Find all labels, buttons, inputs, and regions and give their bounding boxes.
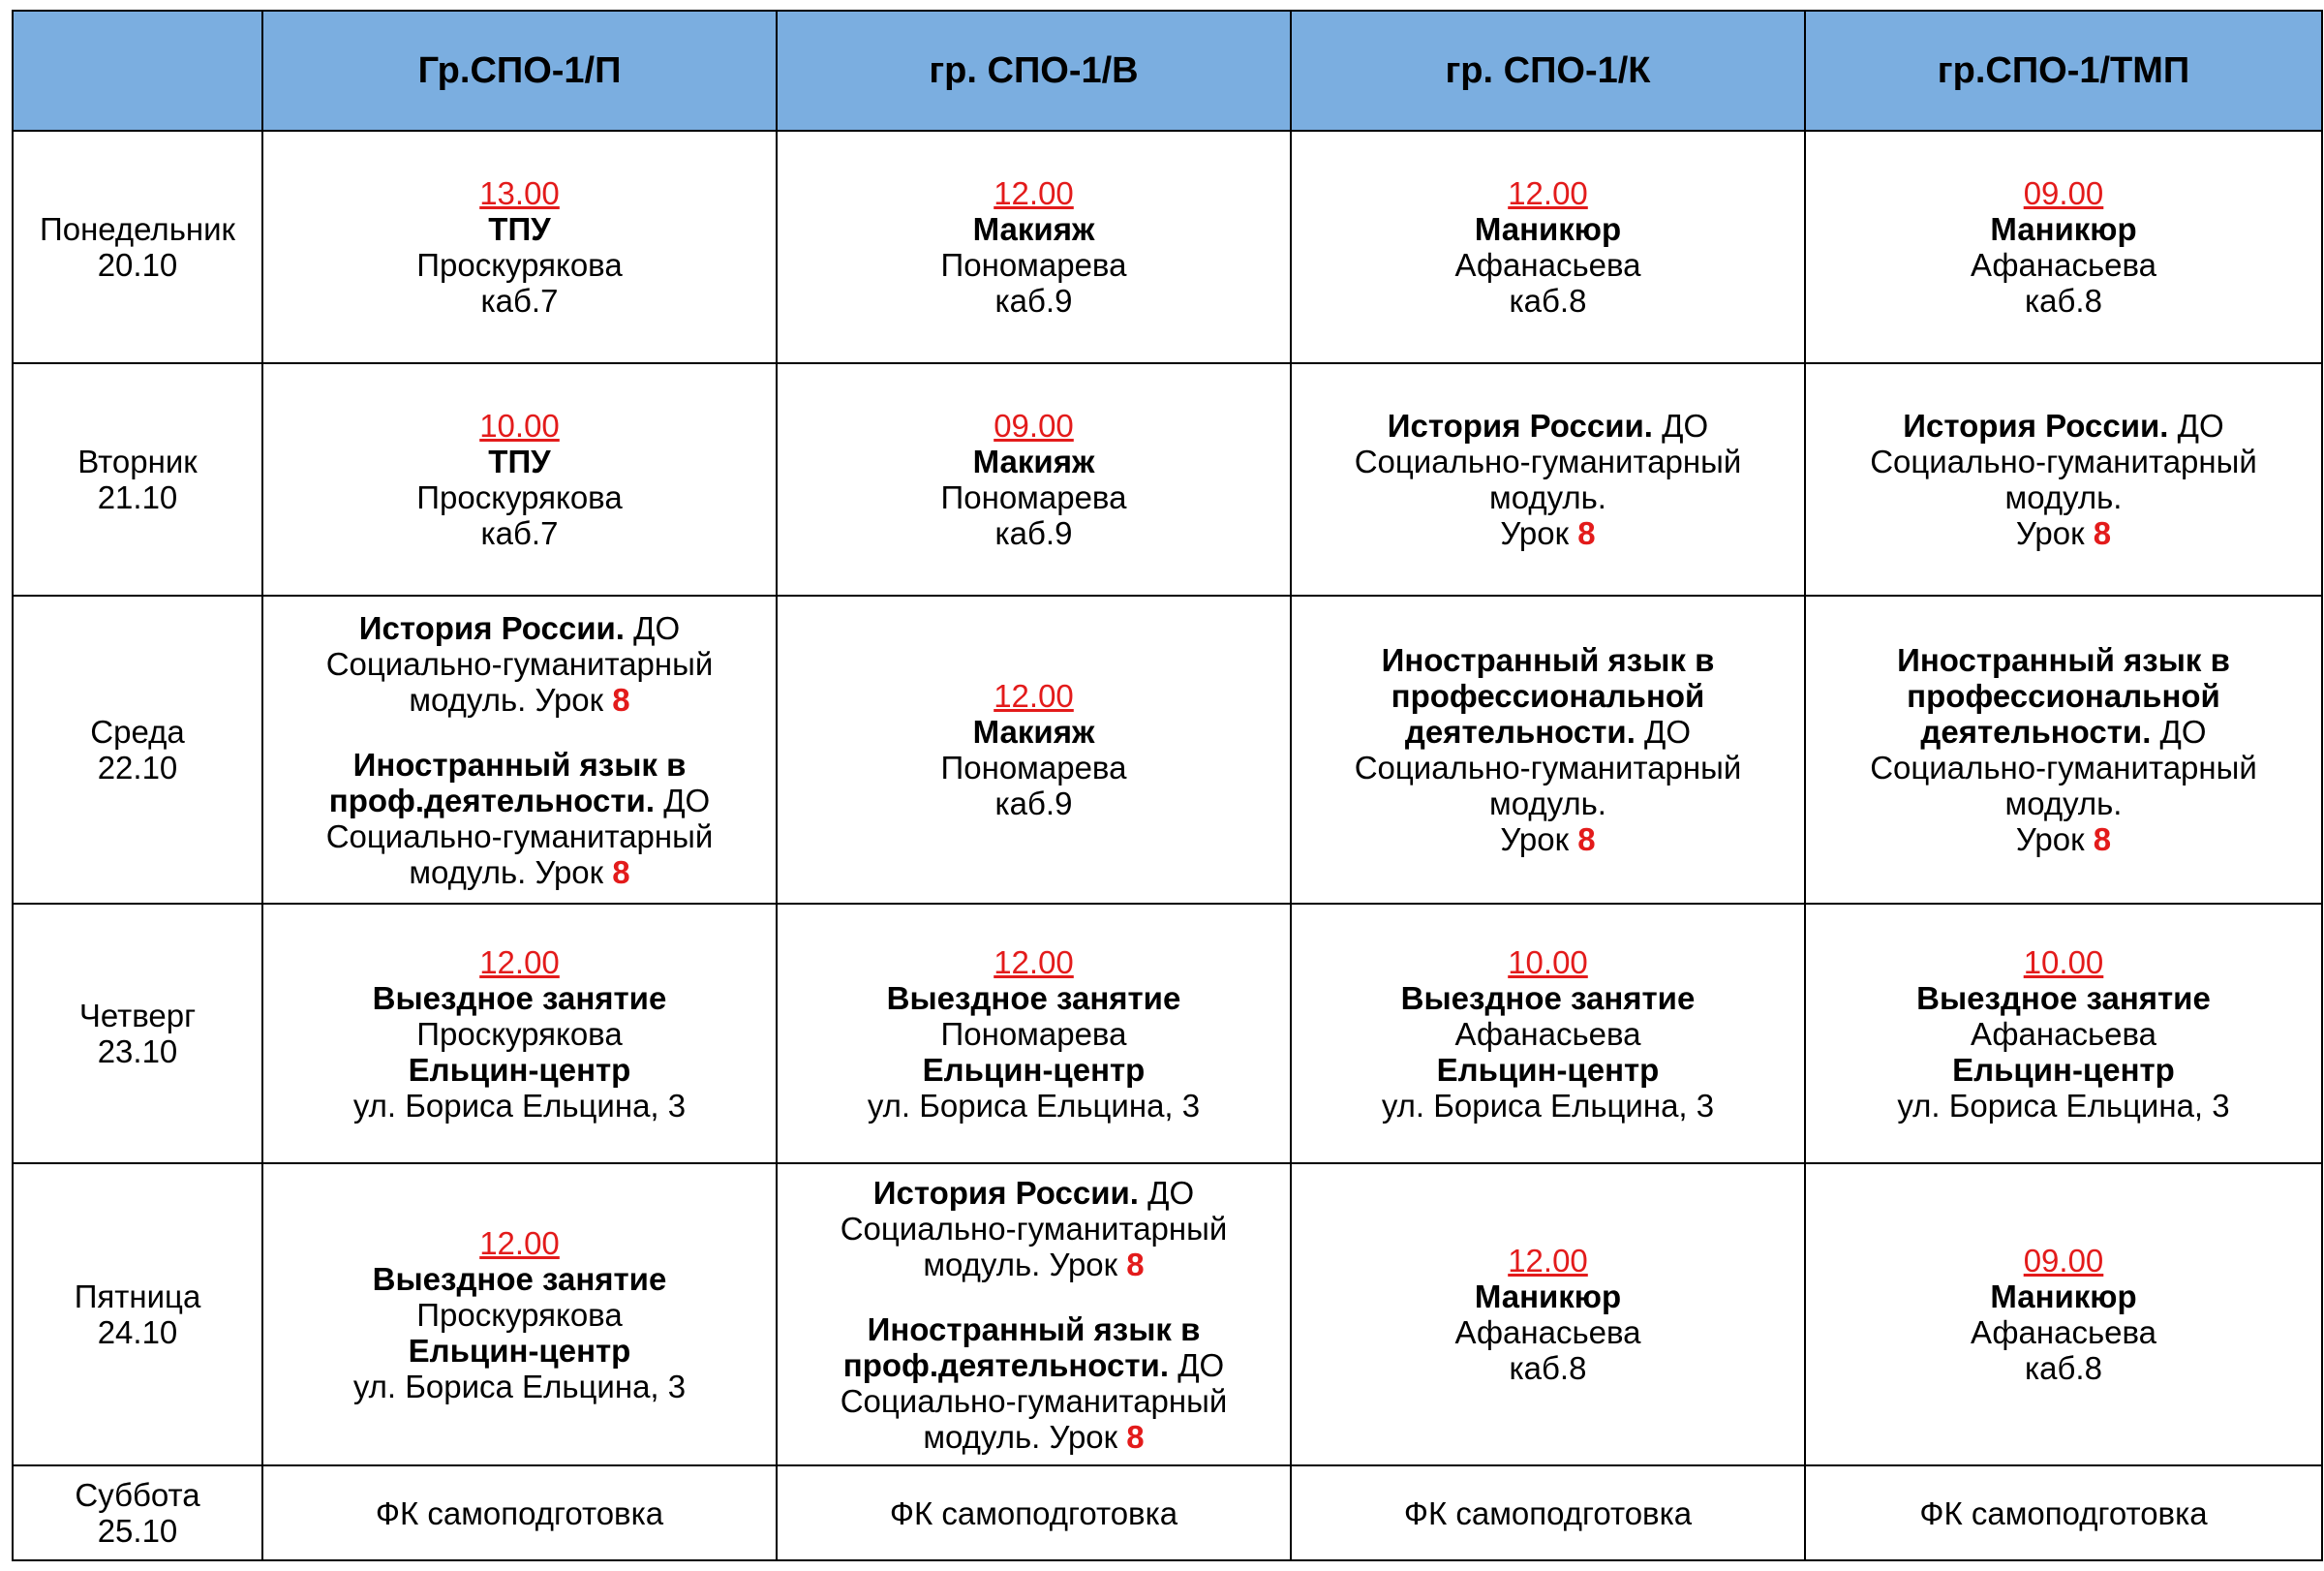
lesson-room: каб.9 (994, 283, 1073, 319)
lesson-time: 10.00 (2023, 943, 2104, 980)
lesson-cell-thu-v (777, 904, 1291, 1163)
lesson-cell-tue-v (777, 363, 1291, 596)
lesson-cell-fri-v (777, 1163, 1291, 1465)
lesson-place: Ельцин-центр (408, 1332, 631, 1369)
lesson-room: каб.8 (2025, 283, 2102, 319)
lesson-time: 09.00 (2023, 175, 2104, 211)
day-cell-wednesday (13, 596, 262, 904)
lesson-number: 8 (1577, 821, 1596, 857)
header-group-k: гр. СПО-1/К (1291, 11, 1805, 131)
lesson-subject: История России. (1903, 408, 2169, 444)
lesson-subject: Выездное занятие (372, 1260, 667, 1297)
lesson-teacher: Пономарева (940, 1015, 1127, 1052)
lesson-mode: ДО (2177, 408, 2224, 444)
lesson-cell-mon-k (1291, 131, 1805, 363)
lesson-subject: Маникюр (1990, 211, 2137, 247)
lesson-subject-line2: проф.деятельности. (842, 1346, 1170, 1383)
lesson-address: ул. Бориса Ельцина, 3 (352, 1087, 687, 1124)
lesson-label: Урок (2015, 515, 2085, 551)
day-date: 23.10 (97, 1033, 178, 1069)
lesson-time: 12.00 (994, 943, 1074, 980)
lesson-subject: Макияж (972, 211, 1095, 247)
lesson-cell-wed-v (777, 596, 1291, 904)
lesson-teacher: Проскурякова (416, 1015, 623, 1052)
lesson-address: ул. Бориса Ельцина, 3 (352, 1368, 687, 1404)
lesson-time: 13.00 (479, 175, 560, 211)
day-name: Понедельник (40, 211, 235, 247)
lesson-subject: Выездное занятие (372, 979, 667, 1016)
lesson-room: каб.8 (2025, 1350, 2102, 1386)
day-name: Четверг (78, 998, 197, 1033)
lesson-cell-fri-k (1291, 1163, 1805, 1465)
lesson-cell-mon-v (777, 131, 1291, 363)
lesson-time: 09.00 (994, 408, 1074, 444)
day-name: Пятница (74, 1278, 201, 1314)
lesson-room: каб.7 (480, 283, 559, 319)
lesson-address: ул. Бориса Ельцина, 3 (867, 1087, 1201, 1124)
lesson-label: Урок (1500, 821, 1570, 857)
lesson-cell-sat-v: ФК самоподготовка (777, 1465, 1291, 1560)
lesson-label: Урок (1500, 515, 1570, 551)
lesson-room: каб.7 (480, 515, 559, 551)
lesson-teacher: Проскурякова (416, 247, 623, 283)
lesson-cell-tue-k (1291, 363, 1805, 596)
lesson-module-suffix: модуль. Урок (923, 1418, 1118, 1455)
row-saturday (13, 1465, 2322, 1560)
lesson-module-suffix: модуль. (1489, 786, 1606, 821)
lesson-module: Социально-гуманитарный (1354, 444, 1742, 479)
lesson-module: Социально-гуманитарный (325, 645, 714, 682)
lesson-cell-sat-k: ФК самоподготовка (1291, 1465, 1805, 1560)
lesson-room: каб.8 (1509, 283, 1587, 319)
lesson-teacher: Афанасьева (1970, 247, 2157, 283)
lesson-subject: ТПУ (488, 211, 551, 247)
lesson-teacher: Пономарева (940, 479, 1127, 515)
lesson-place: Ельцин-центр (1952, 1051, 2175, 1088)
lesson-teacher: Афанасьева (1454, 247, 1641, 283)
lesson-subject: Макияж (972, 714, 1095, 750)
day-cell-thursday (13, 904, 262, 1163)
lesson-subject-line3: деятельности. (1404, 714, 1636, 750)
lesson-module: Социально-гуманитарный (1354, 750, 1742, 786)
day-date: 20.10 (97, 247, 178, 283)
lesson-subject-line2: профессиональной (1391, 678, 1705, 714)
lesson-time: 12.00 (479, 1224, 560, 1261)
header-group-tmp: гр.СПО-1/ТМП (1805, 11, 2322, 131)
lesson-teacher: Проскурякова (416, 479, 623, 515)
lesson-subject: Макияж (972, 444, 1095, 479)
lesson-room: каб.9 (994, 515, 1073, 551)
lesson-subject-line1: Иностранный язык в (867, 1310, 1201, 1347)
lesson-module: Социально-гуманитарный (840, 1382, 1228, 1419)
lesson-cell-mon-p (262, 131, 777, 363)
lesson-teacher: Афанасьева (1970, 1015, 2157, 1052)
day-date: 24.10 (97, 1314, 178, 1350)
lesson-number: 8 (1126, 1246, 1145, 1282)
day-cell-tuesday (13, 363, 262, 596)
row-monday (13, 131, 2322, 363)
lesson-cell-mon-tmp (1805, 131, 2322, 363)
lesson-mode: ДО (1177, 1346, 1225, 1383)
day-name: Суббота (75, 1477, 200, 1513)
row-wednesday (13, 596, 2322, 904)
day-cell-monday (13, 131, 262, 363)
lesson-room: каб.8 (1509, 1350, 1587, 1386)
lesson-room: каб.9 (994, 786, 1073, 821)
lesson-mode: ДО (1147, 1174, 1195, 1211)
header-group-p: Гр.СПО-1/П (262, 11, 777, 131)
lesson-teacher: Пономарева (940, 750, 1127, 786)
lesson-number: 8 (1577, 515, 1596, 551)
lesson-module: Социально-гуманитарный (1870, 444, 2257, 479)
lesson-cell-wed-p (262, 596, 777, 904)
day-name: Вторник (77, 444, 198, 479)
lesson-subject: ТПУ (488, 444, 551, 479)
lesson-teacher: Афанасьева (1454, 1314, 1641, 1350)
lesson-teacher: Проскурякова (416, 1296, 623, 1333)
row-thursday (13, 904, 2322, 1163)
lesson-number: 8 (1126, 1418, 1145, 1455)
lesson-cell-fri-p (262, 1163, 777, 1465)
lesson-cell-fri-tmp (1805, 1163, 2322, 1465)
lesson-subject: История России. (358, 609, 625, 646)
lesson-subject-line1: Иностранный язык в (1381, 642, 1715, 678)
lesson-subject: Выездное занятие (1400, 979, 1696, 1016)
lesson-subject-line1: Иностранный язык в (1897, 642, 2230, 678)
lesson-subject-line1: Иностранный язык в (352, 746, 687, 783)
lesson-cell-tue-tmp (1805, 363, 2322, 596)
lesson-mode: ДО (1662, 408, 1709, 444)
lesson-subject-line3: деятельности. (1920, 714, 2152, 750)
lesson-time: 10.00 (1508, 943, 1588, 980)
lesson-cell-wed-k (1291, 596, 1805, 904)
lesson-module: Социально-гуманитарный (325, 817, 714, 854)
lesson-number: 8 (2093, 515, 2112, 551)
spacer (273, 718, 766, 747)
lesson-module: Социально-гуманитарный (1870, 750, 2257, 786)
lesson-cell-thu-p (262, 904, 777, 1163)
lesson-mode: ДО (633, 609, 681, 646)
lesson-place: Ельцин-центр (408, 1051, 631, 1088)
lesson-address: ул. Бориса Ельцина, 3 (1381, 1087, 1715, 1124)
lesson-subject: История России. (1387, 408, 1653, 444)
lesson-module-suffix: модуль. (1489, 479, 1606, 515)
lesson-cell-sat-tmp: ФК самоподготовка (1805, 1465, 2322, 1560)
lesson-number: 8 (2093, 821, 2112, 857)
lesson-module-suffix: модуль. Урок (409, 853, 604, 890)
day-name: Среда (90, 714, 185, 750)
lesson-teacher: Афанасьева (1454, 1015, 1641, 1052)
lesson-place: Ельцин-центр (1436, 1051, 1660, 1088)
lesson-cell-tue-p (262, 363, 777, 596)
lesson-mode: ДО (663, 782, 711, 818)
lesson-subject-line2: проф.деятельности. (328, 782, 656, 818)
lesson-subject: Выездное занятие (1916, 979, 2211, 1016)
lesson-cell-thu-k (1291, 904, 1805, 1163)
row-tuesday (13, 363, 2322, 596)
lesson-number: 8 (612, 681, 630, 718)
day-date: 22.10 (97, 750, 178, 786)
lesson-label: Урок (2015, 821, 2085, 857)
lesson-time: 09.00 (2023, 1243, 2104, 1278)
lesson-time: 12.00 (1508, 175, 1588, 211)
lesson-subject: Маникюр (1474, 1278, 1622, 1314)
lesson-time: 12.00 (1508, 1243, 1588, 1278)
lesson-time: 12.00 (479, 943, 560, 980)
lesson-place: Ельцин-центр (922, 1051, 1146, 1088)
lesson-subject: История России. (872, 1174, 1139, 1211)
row-friday (13, 1163, 2322, 1465)
lesson-number: 8 (612, 853, 630, 890)
lesson-cell-sat-p: ФК самоподготовка (262, 1465, 777, 1560)
lesson-module-suffix: модуль. Урок (923, 1246, 1118, 1282)
lesson-module-suffix: модуль. (2004, 786, 2123, 821)
lesson-teacher: Пономарева (940, 247, 1127, 283)
lesson-subject: Маникюр (1474, 211, 1622, 247)
lesson-mode: ДО (1644, 714, 1692, 750)
lesson-subject: Выездное занятие (886, 979, 1181, 1016)
day-date: 25.10 (97, 1513, 178, 1549)
day-cell-friday (13, 1163, 262, 1465)
lesson-time: 12.00 (994, 678, 1074, 714)
lesson-module: Социально-гуманитарный (840, 1210, 1228, 1247)
header-group-v: гр. СПО-1/В (777, 11, 1291, 131)
lesson-module-suffix: модуль. (2004, 479, 2123, 515)
schedule-table (12, 10, 2323, 1561)
lesson-subject: Маникюр (1990, 1278, 2137, 1314)
lesson-subject-line2: профессиональной (1907, 678, 2220, 714)
header-row (13, 11, 2322, 131)
spacer (787, 1282, 1280, 1311)
lesson-address: ул. Бориса Ельцина, 3 (1897, 1087, 2230, 1124)
lesson-cell-wed-tmp (1805, 596, 2322, 904)
lesson-module-suffix: модуль. Урок (409, 681, 604, 718)
lesson-time: 10.00 (479, 408, 560, 444)
day-cell-saturday (13, 1465, 262, 1560)
lesson-mode: ДО (2159, 714, 2207, 750)
day-date: 21.10 (97, 479, 178, 515)
header-corner (13, 11, 262, 131)
lesson-teacher: Афанасьева (1970, 1314, 2157, 1350)
lesson-time: 12.00 (994, 175, 1074, 211)
lesson-cell-thu-tmp (1805, 904, 2322, 1163)
